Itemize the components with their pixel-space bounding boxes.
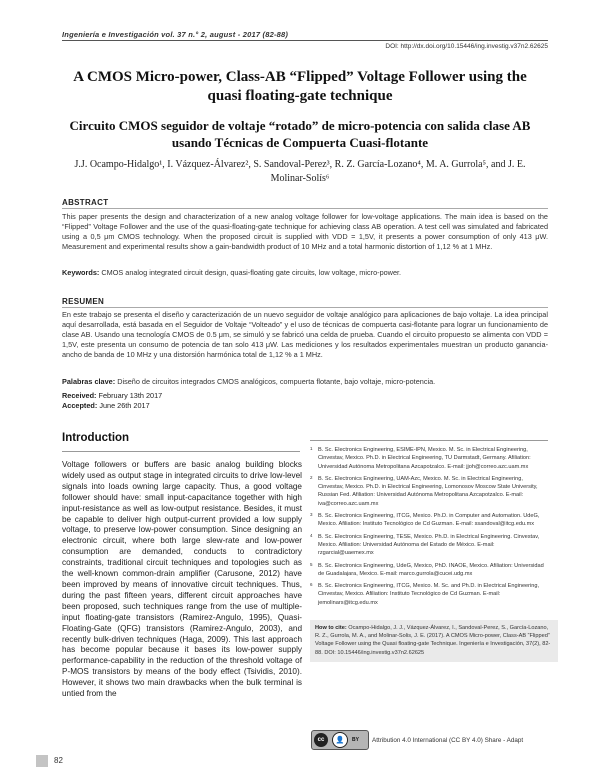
- resumen-rule: [62, 307, 548, 308]
- footnote-number: 5: [310, 561, 313, 567]
- footnote-text: B. Sc. Electronics Engineering, UdeG, Mexico, PhD. INAOE, Mexico. Afiliation: Universidad de Guadalajara, Mexico. E-mail: marco.gurrola@cucei.udg.mx: [318, 562, 544, 577]
- accepted-value: June 26th 2017: [99, 401, 150, 410]
- resumen-text: En este trabajo se presenta el diseño y caracterización de un nuevo seguidor de voltaje analógico para aplicaciones de bajo voltaje. La idea principal aquí desarrollada, está basada en el Seguidor de Voltaje “Volteado” y el uso de técnicas de compuerta casi-flotante para lograr un funcionamiento de clase AB. Usando una tecnología CMOS de 0.5 μm, se simuló y se fabricó una celda de prueba. Cuando el circuito propuesto se alimenta con VDD = 1,5V, este presenta un consumo de potencia de tan solo 413 μW. Las mediciones y los resultados experimentales muestran un producto ganancia-ancho de banda de 10 MHz y una distorsión harmónica total de 1,12 % a 1 MHz.: [62, 310, 548, 359]
- footnote-item: [310, 512, 550, 529]
- footnote-item: [310, 582, 550, 607]
- citation-box: [310, 620, 558, 662]
- cc-license-badge[interactable]: [311, 730, 369, 750]
- header-rule: [62, 40, 548, 41]
- footnote-list: [310, 446, 550, 611]
- citation-text: Ocampo-Hidalgo, J. J., Vázquez-Álvarez, I., Sandoval-Perez, S., García-Lozano, R. Z., Gurrola, M. A., and Molinar-Solis, J. E. (2017). A CMOS Micro-power, Class-AB “Flipped” Voltage Follower using the Quasi floating-gate Technique. Ingeniería e Investigación, 37(2), 82-88. DOI: 10.15446/ing.investig.v37n2.62625: [315, 625, 551, 656]
- footnote-item: [310, 475, 550, 508]
- keywords-label: Keywords:: [62, 268, 100, 277]
- received-date: [62, 391, 162, 401]
- abstract-rule: [62, 208, 548, 209]
- citation-label: How to cite:: [315, 625, 347, 631]
- creative-commons-icon: cc: [314, 733, 328, 747]
- palabras-clave-text: Diseño de circuitos integrados CMOS analógicos, compuerta flotante, bajo voltaje, micro-potencia.: [117, 377, 436, 386]
- keywords-text: CMOS analog integrated circuit design, quasi-floating gate circuits, low voltage, micro-power.: [101, 268, 402, 277]
- attribution-person-icon: 👤: [332, 732, 348, 748]
- footnote-rule: [310, 440, 548, 441]
- by-label: BY: [352, 737, 359, 743]
- footnote-text: B. Sc. Electronics Engineering, TESE, Mexico. Ph.D. in Electrical Engineering. Cinvestav, Mexico. Afiliation: Universidad Autónoma del Estado de México. E-mail: rzgarcial@uaemex.mx: [318, 533, 540, 557]
- accepted-label: Accepted:: [62, 401, 98, 410]
- author-list: J.J. Ocampo-Hidalgo¹, I. Vázquez-Álvarez², S. Sandoval-Perez³, R. Z. García-Lozano⁴, M. A. Gurrola⁵, and J. E. Molinar-Solís⁶: [74, 159, 526, 184]
- license-text: Attribution 4.0 International (CC BY 4.0) Share - Adapt: [372, 737, 524, 744]
- resumen-heading: RESUMEN: [62, 297, 105, 306]
- resumen-keywords: [62, 377, 548, 387]
- footnote-number: 1: [310, 446, 313, 451]
- abstract-keywords: [62, 268, 548, 278]
- footnote-number: 3: [310, 512, 313, 518]
- footnote-item: [310, 446, 550, 471]
- page-marker: [36, 755, 48, 767]
- accepted-date: [62, 401, 150, 411]
- footnote-number: 2: [310, 474, 313, 480]
- introduction-heading: Introduction: [62, 432, 130, 444]
- footnote-number: 4: [310, 532, 313, 538]
- introduction-rule: [62, 451, 300, 452]
- abstract-heading: ABSTRACT: [62, 198, 109, 207]
- journal-header: Ingeniería e Investigación vol. 37 n.° 2, august - 2017 (82-88): [62, 30, 289, 39]
- introduction-text: Voltage followers or buffers are basic analog building blocks widely used as output stage in integrated circuits to drive low-level signals into loads owning large capacity. Thus, a good voltage follower should have: small input-capacitance together with high input-resistance as well as low-output resistance. Besides, it must be capable to deliver high output-current provided a low supply voltage, to preserve low-power consumption. Since designing an electronic circuit, where both large slew-rate and low-power consumption are demanded, conducts to contradictory constraints, traditional circuit techniques and topologies such as the well-known common-drain amplifier (Carusone, 2012) have been improved by means of innovative circuit techniques. Thus, during the past fifteen years, different circuit approaches have been proposed, such techniques range from the use of multiple-input floating-gate transistors (Ramirez-Angulo, 1995), Quasi-Floating-Gate (QFG) transistors (Ramirez-Angulo, 2003), and recently bulk-driven techniques (Haga, 2009). This last approach has become popular because it bases its low-power supply performance-capability in the reduction of the threshold voltage of P-MOS transistors by means of the body effect (Tsividis, 2010). However, it shows two main drawbacks when the bulk terminal is untied from the: [62, 460, 302, 699]
- received-label: Received:: [62, 391, 97, 400]
- doi-link[interactable]: DOI: http://dx.doi.org/10.15446/ing.investig.v37n2.62625: [385, 43, 548, 50]
- footnote-item: [310, 533, 550, 558]
- paper-title: A CMOS Micro-power, Class-AB “Flipped” Voltage Follower using the quasi floating-gate technique: [73, 69, 527, 104]
- page-number: 82: [54, 756, 63, 765]
- paper-subtitle-spanish: Circuito CMOS seguidor de voltaje “rotado” de micro-potencia con salida clase AB usando Técnicas de Compuerta Cuasi-flotante: [69, 118, 531, 150]
- abstract-text: This paper presents the design and characterization of a new analog voltage follower for low-voltage applications. The main idea is based on the “Flipped” Voltage Follower and the use of the quasi-floating-gate technique for achieving class AB operation. A test cell was simulated and fabricated using a 0,5 μm CMOS technology. When the proposed circuit is supplied with VDD = 1,5V, it presents a power consumption of only 413 μW. Measurement and experimental results show a gain-bandwidth product of 10 MHz and a total harmonic distortion of 1,12 % at 1 MHz.: [62, 212, 548, 251]
- footnote-text: B. Sc. Electronics Engineering, UAM-Azc, Mexico. M. Sc. in Electrical Engineering, Cinvestav, Mexico. Ph.D. in Electrical Engineering, Lomonosov Moscow State University, Russian Fed. Afiliation: Universidad Autónoma Metropolitana Azcapotzalco. E-mail: iva@correo.azc.uam.mx: [318, 475, 538, 507]
- footnote-item: [310, 562, 550, 579]
- palabras-clave-label: Palabras clave:: [62, 377, 116, 386]
- footnote-text: B. Sc. Electronics Engineering, ITCG, Mexico. M. Sc. and Ph.D. in Electrical Engineering, Cinvestav, Mexico. Afiliation: Instituto Tecnológico de Cd Guzman. E-mail: jemolinars@itcg.edu.mx: [318, 583, 540, 606]
- received-value: February 13th 2017: [98, 391, 163, 400]
- footnote-number: 6: [310, 582, 313, 588]
- footnote-text: B. Sc. Electronics Engineering, ITCG, Mexico. Ph.D. in Computer and Automation. UdeG, Mexico. Afiliation: Instituto Tecnológico de Cd Guzman. E-mail: ssandoval@itcg.edu.mx: [318, 513, 540, 528]
- footnote-text: B. Sc. Electronics Engineering, ESIME-IPN, Mexico. M. Sc. in Electrical Engineering, Cinvestav, Mexico. Ph.D. in Electrical Engineering, TU Darmstadt, Germany. Afiliation: Universidad Autónoma Metropolitana Azcapotzalco. E-mail: jjoh@correo.azc.uam.mx: [318, 447, 531, 470]
